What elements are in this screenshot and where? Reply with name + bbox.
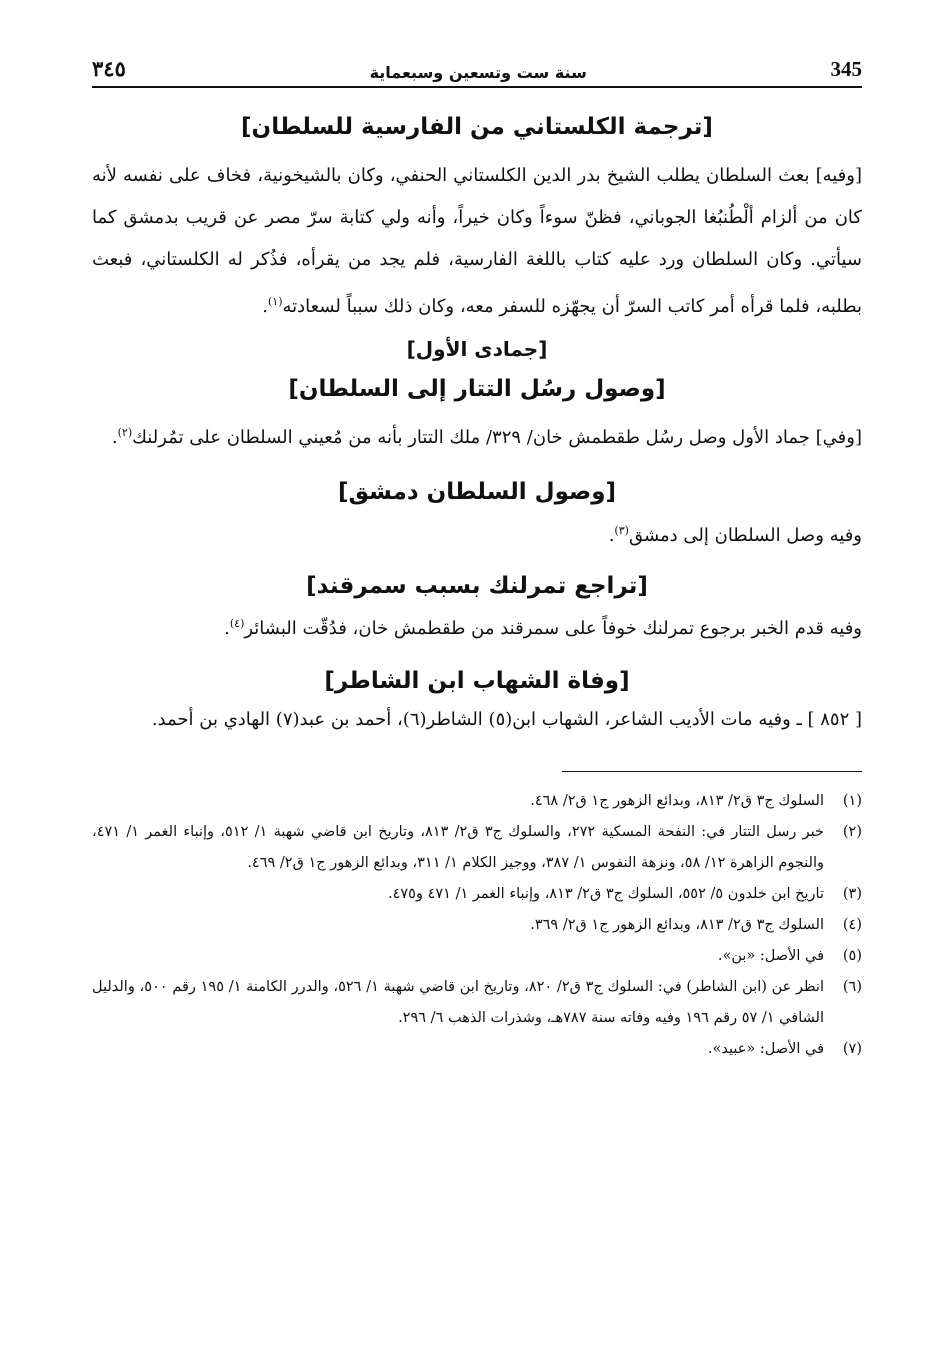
footnote xyxy=(92,972,862,1034)
section-heading: [وصول السلطان دمشق] xyxy=(337,479,617,505)
footnote-text: في الأصل: «عبيد». xyxy=(707,1040,824,1057)
footnote-separator xyxy=(562,771,862,772)
section-paragraph xyxy=(92,603,862,650)
footnote-ref: (٤) xyxy=(229,617,245,630)
section-heading: [ترجمة الكلستاني من الفارسية للسلطان] xyxy=(241,114,713,140)
footnote-ref: (١) xyxy=(267,294,283,308)
section-tatar-envoys xyxy=(92,372,862,460)
section-paragraph xyxy=(92,412,862,459)
paragraph-end: . xyxy=(224,618,230,639)
footnote-number: (٦) xyxy=(842,978,862,995)
footnote xyxy=(92,786,862,817)
section-sultan-damascus xyxy=(92,475,862,557)
paragraph-text: [وفيه] بعث السلطان يطلب الشيخ بدر الدين الكلستاني الحنفي، وكان بالشيخونية، فخاف على نفسه لأنه كان من ألزام ألْطُنبُغا الجوباني، فظنّ سوءاً وكان خيراً، وأنه ولي كتابة سرّ مصر عن قريب بدمشق كما سيأتي. وكان السلطان ورد عليه كتاب باللغة الفارسية، فلم يجد من يقرأه، فذُكر له الكلستاني، فبعث بطلبه، فلما قرأه أمر كاتب السرّ أن يجهّزه للسفر معه، وكان ذلك سبباً لسعادته xyxy=(92,164,862,317)
footnote-number: (٧) xyxy=(842,1040,862,1057)
footnote-text: انظر عن (ابن الشاطر) في: السلوك ج٣ ق٢/ ٨٢٠، وتاريخ ابن قاضي شهبة ١/ ٥٢٦، والدرر الكامنة ١/ ١٩٥ رقم ٥٠٠، والدليل الشافي ١/ ٥٧ رقم ١٩٦ وفيه وفاته سنة ٧٨٧هـ، وشذرات الذهب ٦/ ٢٩٦. xyxy=(92,978,824,1026)
footnote xyxy=(92,1034,862,1065)
footnote-text: السلوك ج٣ ق٢/ ٨١٣، وبدائع الزهور ج١ ق٢/ ٤٦٨. xyxy=(530,792,824,809)
footnote-ref: (٢) xyxy=(117,426,133,439)
section-death-ibn-shatir xyxy=(92,664,862,741)
footnote-number: (٣) xyxy=(842,885,862,902)
paragraph-text: وفيه قدم الخبر برجوع تمرلنك خوفاً على سمرقند من طقطمش خان، فدُقّت البشائر xyxy=(244,618,862,639)
running-title: سنة ست وتسعين وسبعماية xyxy=(369,63,587,82)
page-number-latin: 345 xyxy=(830,57,862,81)
section-paragraph: [ ٨٥٢ ] ـ وفيه مات الأديب الشاعر، الشهاب ابن(٥) الشاطر(٦)، أحمد بن عبد(٧) الهادي بن أحمد. xyxy=(151,708,862,730)
footnote-text: خبر رسل التتار في: النفحة المسكية ٢٧٢، والسلوك ج٣ ق٢/ ٨١٣، وتاريخ ابن قاضي شهبة ١/ ٥١٢، وإنباء الغمر ١/ ٤٧١، والنجوم الزاهرة ١٢/ ٥٨، ونزهة النفوس ١/ ٣٨٧، ووجيز الكلام ١/ ٣١١، وبدائع الزهور ج١ ق٢/ ٤٦٩. xyxy=(92,823,825,871)
section-paragraph xyxy=(92,510,862,557)
footnote xyxy=(92,910,862,941)
footnote-number: (٢) xyxy=(842,823,862,840)
paragraph-end: . xyxy=(111,427,118,448)
footnote-number: (٤) xyxy=(842,916,862,933)
footnote-number: (١) xyxy=(842,792,862,809)
footnote-text: تاريخ ابن خلدون ٥/ ٥٥٢، السلوك ج٣ ق٢/ ٨١٣، وإنباء الغمر ١/ ٤٧١ و٤٧٥. xyxy=(388,885,824,902)
section-timur-retreat xyxy=(92,569,862,651)
month-heading: [جمادى الأول] xyxy=(406,336,548,361)
footnote-ref: (٣) xyxy=(614,523,629,537)
section-month xyxy=(92,334,862,364)
section-paragraph xyxy=(92,155,862,328)
footnote-number: (٥) xyxy=(842,947,862,964)
footnotes xyxy=(92,786,862,1065)
footnote xyxy=(92,817,862,879)
page-number-arabic: ٣٤٥ xyxy=(92,57,126,81)
paragraph-text: وفيه وصل السلطان إلى دمشق xyxy=(628,524,862,546)
paragraph-text: [وفي] جماد الأول وصل رسُل طقطمش خان/ ٣٢٩/ ملك التتار بأنه من مُعيني السلطان على تمُرلنك xyxy=(132,427,862,448)
paragraph-end: . xyxy=(262,295,268,317)
section-translation xyxy=(92,110,862,328)
book-page xyxy=(92,48,862,1065)
section-heading: [وصول رسُل التتار إلى السلطان] xyxy=(288,375,666,402)
footnote-text: في الأصل: «بن». xyxy=(717,947,824,964)
footnote xyxy=(92,941,862,972)
paragraph-end: . xyxy=(608,524,615,546)
section-heading: [تراجع تمرلنك بسبب سمرقند] xyxy=(306,572,648,599)
section-heading: [وفاة الشهاب ابن الشاطر] xyxy=(324,668,630,694)
page-header xyxy=(92,48,862,88)
footnote-text: السلوك ج٣ ق٢/ ٨١٣، وبدائع الزهور ج١ ق٢/ ٣٦٩. xyxy=(530,916,824,933)
footnote xyxy=(92,879,862,910)
